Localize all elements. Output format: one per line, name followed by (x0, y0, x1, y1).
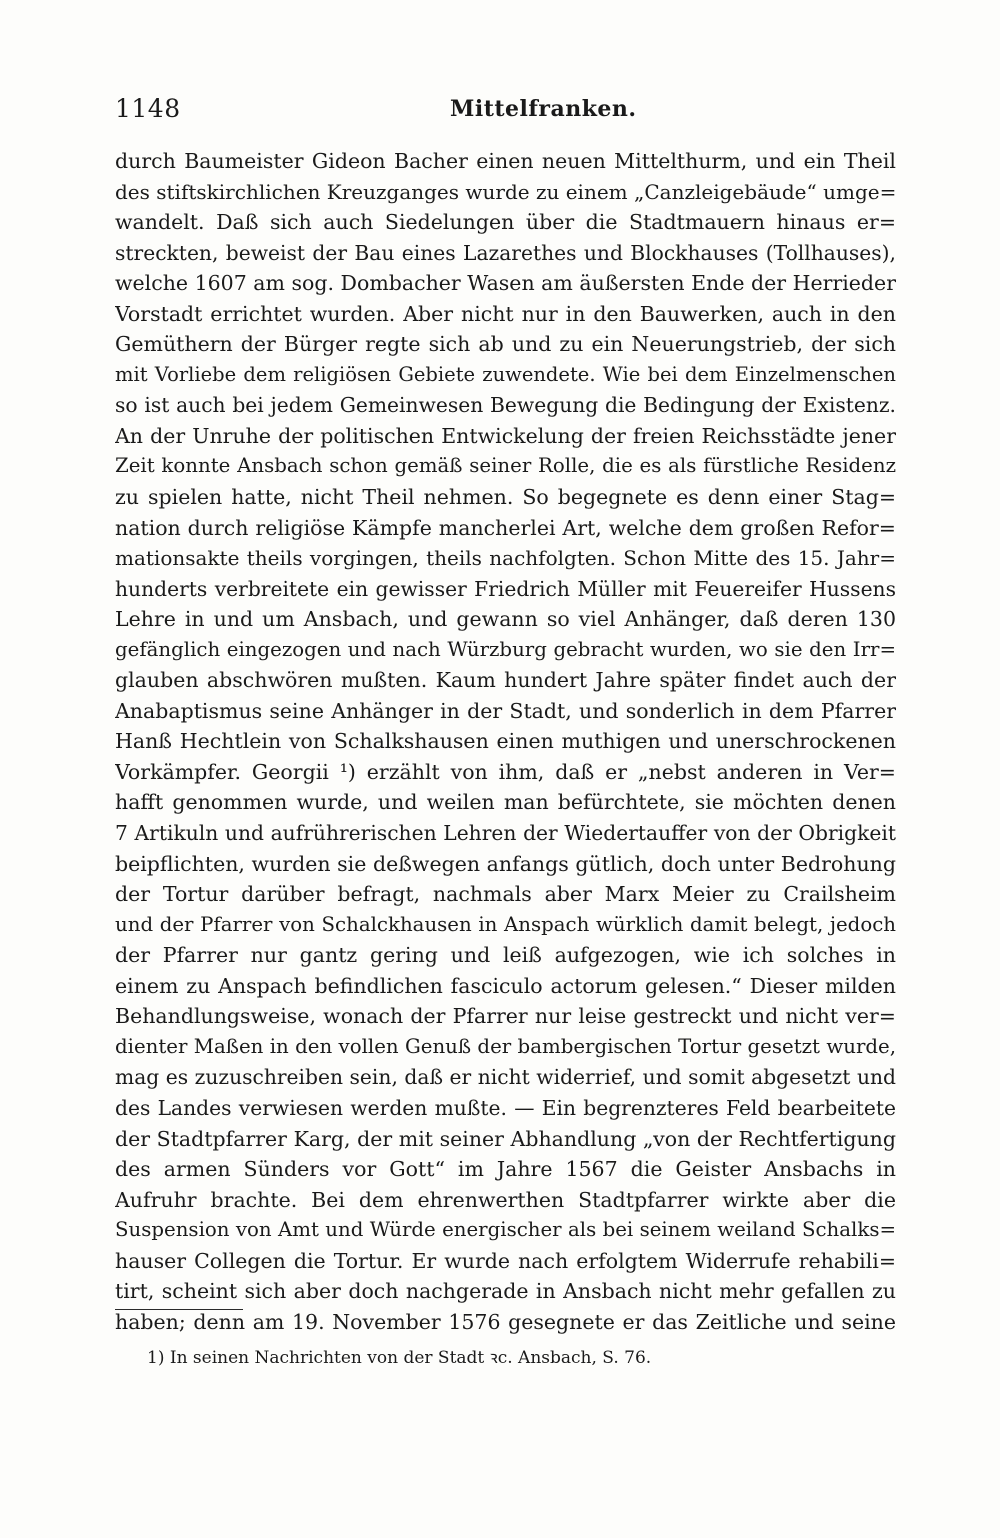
text-line: Gemüthern der Bürger regte sich ab und zu ein Neuerungstrieb, der sich (115, 332, 896, 357)
text-line: mit Vorliebe dem religiösen Gebiete zuwendete. Wie bei dem Einzelmenschen (115, 362, 896, 386)
text-line: streckten, beweist der Bau eines Lazarethes und Blockhauses (Tollhauses), (115, 240, 896, 265)
text-line: Vorkämpfer. Georgii ¹) erzählt von ihm, daß er „nebst anderen in Ver= (115, 759, 896, 784)
text-line: Anabaptismus seine Anhänger in der Stadt, und sonderlich in dem Pfarrer (115, 698, 896, 723)
text-line: Suspension von Amt und Würde energischer als bei seinem weiland Schalks= (115, 1218, 896, 1242)
text-line: hafft genommen wurde, und weilen man befürchtete, sie möchten denen (115, 790, 896, 815)
running-head: Mittelfranken. (450, 96, 637, 122)
text-line: Lehre in und um Ansbach, und gewann so viel Anhänger, daß deren 130 (115, 607, 896, 632)
text-line: der Pfarrer nur gantz gering und leiß aufgezogen, wie ich solches in (115, 943, 896, 968)
text-line: hauser Collegen die Tortur. Er wurde nach erfolgtem Widerrufe rehabili= (115, 1248, 896, 1273)
text-line: der Tortur darüber befragt, nachmals aber Marx Meier zu Crailsheim (115, 882, 896, 907)
text-line: haben; denn am 19. November 1576 gesegnete er das Zeitliche und seine (115, 1309, 896, 1334)
text-line: durch Baumeister Gideon Bacher einen neuen Mittelthurm, und ein Theil (115, 149, 896, 173)
text-line: hunderts verbreitete ein gewisser Friedrich Müller mit Feuereifer Hussens (115, 576, 896, 601)
text-line: welche 1607 am sog. Dombacher Wasen am äußersten Ende der Herrieder (115, 271, 896, 296)
footnote-divider (115, 1309, 243, 1310)
text-line: 7 Artikuln und aufrührerischen Lehren der Wiedertauffer von der Obrigkeit (115, 821, 896, 846)
text-line: dienter Maßen in den vollen Genuß der bambergischen Tortur gesetzt wurde, (115, 1034, 896, 1058)
text-line: und der Pfarrer von Schalckhausen in Anspach würklich damit belegt, jedoch (115, 912, 896, 936)
text-line: nation durch religiöse Kämpfe mancherlei Art, welche dem großen Refor= (115, 515, 896, 540)
text-line: mationsakte theils vorgingen, theils nachfolgten. Schon Mitte des 15. Jahr= (115, 546, 896, 571)
text-line: mag es zuzuschreiben sein, daß er nicht widerrief, und somit abgesetzt und (115, 1065, 896, 1090)
text-line: gefänglich eingezogen und nach Würzburg gebracht wurden, wo sie den Irr= (115, 637, 896, 661)
text-line: zu spielen hatte, nicht Theil nehmen. So begegnete es denn einer Stag= (115, 485, 896, 510)
text-line: des armen Sünders vor Gott“ im Jahre 1567 die Geister Ansbachs in (115, 1157, 896, 1182)
text-line: Hanß Hechtlein von Schalkshausen einen muthigen und unerschrockenen (115, 729, 896, 754)
body-text (115, 146, 896, 1337)
text-line: einem zu Anspach befindlichen fasciculo actorum gelesen.“ Dieser milden (115, 973, 896, 998)
page-header (115, 94, 895, 130)
text-line: Vorstadt errichtet wurden. Aber nicht nur in den Bauwerken, auch in den (115, 301, 896, 326)
footnote: 1) In seinen Nachrichten von der Stadt ꝛc. Ansbach, S. 76. (147, 1348, 652, 1368)
text-line: Aufruhr brachte. Bei dem ehrenwerthen Stadtpfarrer wirkte aber die (115, 1187, 896, 1212)
text-line: beipflichten, wurden sie deßwegen anfangs gütlich, doch unter Bedrohung (115, 851, 896, 876)
text-line: tirt, scheint sich aber doch nachgerade in Ansbach nicht mehr gefallen zu (115, 1279, 896, 1304)
text-line: so ist auch bei jedem Gemeinwesen Bewegung die Bedingung der Existenz. (115, 393, 896, 418)
text-line: der Stadtpfarrer Karg, der mit seiner Abhandlung „von der Rechtfertigung (115, 1126, 896, 1151)
text-line: glauben abschwören mußten. Kaum hundert Jahre später findet auch der (115, 668, 896, 693)
text-line: des Landes verwiesen werden mußte. — Ein begrenzteres Feld bearbeitete (115, 1095, 896, 1120)
text-line: An der Unruhe der politischen Entwickelung der freien Reichsstädte jener (115, 423, 896, 448)
text-line: Behandlungsweise, wonach der Pfarrer nur leise gestreckt und nicht ver= (115, 1004, 896, 1029)
page-number: 1148 (115, 94, 181, 123)
text-line: wandelt. Daß sich auch Siedelungen über die Stadtmauern hinaus er= (115, 210, 896, 235)
text-line: Zeit konnte Ansbach schon gemäß seiner Rolle, die es als fürstliche Residenz (115, 454, 896, 478)
text-line: des stiftskirchlichen Kreuzganges wurde zu einem „Canzleigebäude“ umge= (115, 179, 896, 204)
